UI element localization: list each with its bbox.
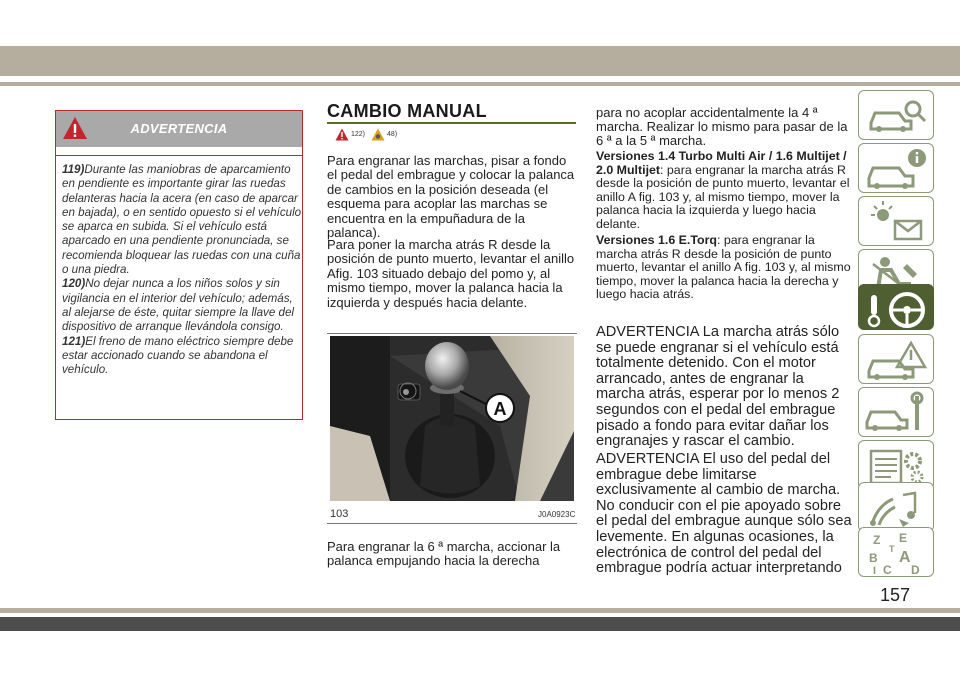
multimedia-icon: [859, 483, 935, 533]
warning-item-text: Durante las maniobras de aparcamiento en pendiente es importante girar las ruedas delanteras hacia la acera (en caso de aparcar en bajada), o en sentido opuesto si el vehículo se aparca en subida. Si el vehículo está aparcado en una pendiente pronunciada, se recomienda bloquear las ruedas con una cuña o una piedra.: [62, 163, 302, 277]
warning-divider: [56, 155, 302, 156]
index-letter: D: [911, 563, 920, 577]
page-number: 157: [880, 585, 911, 605]
tab-index[interactable]: [858, 527, 934, 577]
paragraph: [596, 106, 854, 148]
paragraph: [596, 150, 854, 232]
car-info-icon: [859, 144, 935, 194]
index-letter: A: [899, 549, 911, 566]
paragraph-text: Para engranar las marchas, pisar a fondo el pedal del embrague y colocar la palanca de cambios en la posición deseada (el esquema para acoplar las marchas se encuentra en la empuñadura de la palanca).: [327, 153, 575, 241]
figure-number: 103: [330, 508, 349, 520]
index-letter: T: [889, 544, 895, 554]
paragraph-text: Para engranar la 6 ª marcha, accionar la palanca empujando hacia la derecha: [327, 539, 561, 569]
index-letter: C: [883, 563, 892, 577]
tab-steering-wheel[interactable]: [858, 284, 934, 330]
index-letter: I: [873, 565, 877, 577]
version-label: Versiones 1.4 Turbo Multi Air / 1.6 Multijet / 2.0 Multijet: [596, 149, 847, 177]
footer-rule: [0, 608, 960, 613]
tab-multimedia[interactable]: [858, 482, 934, 532]
callout-label: A: [493, 399, 507, 419]
gear-lever-figure: [330, 336, 574, 501]
tab-car-search[interactable]: [858, 90, 934, 140]
warning-ref[interactable]: 122): [351, 131, 366, 138]
version-label: Versiones 1.6 E.Torq: [596, 233, 717, 247]
warning-title: ADVERTENCIA: [130, 121, 228, 136]
caution-ref[interactable]: 48): [387, 131, 398, 138]
tab-car-info[interactable]: [858, 143, 934, 193]
warning-box: [55, 110, 303, 420]
paragraph-text: para no acoplar accidentalmente la 4 ª marcha. Realizar lo mismo para pasar de la 6 ª a la 5 ª marcha.: [596, 105, 848, 148]
paragraph-text: : para engranar la marcha atrás R desde la posición de punto muerto, levantar el anillo A fig. 103 y, al mismo tiempo, mover la palanca hacia la izquierda y luego hacia delante.: [596, 162, 850, 231]
warning-item: [62, 335, 302, 378]
paragraph: [596, 234, 854, 302]
caution-ref-icon: [371, 128, 385, 141]
paragraph-text: ADVERTENCIA La marcha atrás sólo se puede engranar si el vehículo está totalmente detenido. Con el motor arrancado, antes de engranar la marcha atrás, esperar por lo menos 2 segundos con el pedal del embrague pisado a fondo para evitar dañar los engranajes y rascar el cambio.: [596, 324, 840, 450]
paragraph-text: ADVERTENCIA El uso del pedal del embrague debe limitarse exclusivamente al cambio de marcha. No conducir con el pie apoyado sobre el pedal del embrague aunque sólo sea levemente. En algunas ocasiones, la electrónica de control del pedal del embrague podría actuar interpretando: [596, 451, 852, 577]
figure-top-rule: [327, 333, 577, 334]
index-letter: E: [899, 531, 908, 545]
warning-item: [62, 277, 302, 334]
paragraph: [327, 540, 577, 569]
warning-header: [56, 111, 302, 147]
index-icon: [859, 528, 935, 578]
car-search-icon: [859, 91, 935, 141]
steering-wheel-icon: [859, 285, 935, 335]
warning-item: [62, 163, 302, 277]
warning-item-number: 120): [62, 277, 86, 291]
header-band: [0, 46, 960, 76]
advertencia-note: [596, 325, 854, 450]
paragraph-text: Para poner la marcha atrás R desde la posición de punto muerto, levantar el anillo Afig. 103 situado debajo del pomo y, al mismo tiempo, mover la palanca hacia la izquierda y después hacia delante.: [327, 237, 575, 310]
warning-item-text: No dejar nunca a los niños solos y sin vigilancia en el interior del vehículo; además, al alejarse de éste, quitar siempre la llave del dispositivo de arranque llevándola consigo.: [62, 277, 294, 334]
advertencia-note: [596, 452, 854, 577]
header-rule: [0, 82, 960, 86]
warning-lights-icon: [859, 197, 935, 247]
paragraph: [327, 238, 577, 310]
warning-ref-icon: [335, 128, 349, 141]
paragraph: [327, 154, 577, 240]
car-emergency-icon: [859, 335, 935, 385]
warning-item-text: El freno de mano eléctrico siempre debe estar accionado cuando se abandona el vehículo.: [62, 334, 294, 377]
tab-car-emergency[interactable]: [858, 334, 934, 384]
index-letter: B: [869, 551, 878, 565]
tab-warning-lights[interactable]: [858, 196, 934, 246]
warning-item-number: 121): [62, 334, 86, 348]
figure-code: J0A0923C: [538, 510, 576, 519]
paragraph-text: : para engranar la marcha atrás R desde la posición de punto muerto, levantar el anillo A fig. 103 y, al mismo tiempo, mover la palanca hacia la derecha y luego hacia atrás.: [596, 233, 851, 302]
car-maintenance-icon: [859, 388, 935, 438]
tab-car-maintenance[interactable]: [858, 387, 934, 437]
index-letter: Z: [873, 533, 881, 547]
section-title-rule: [327, 122, 576, 124]
figure-bottom-rule: [327, 523, 577, 524]
footer-band: [0, 617, 960, 631]
warning-text: [62, 163, 302, 377]
gear-lever-photo: [330, 336, 574, 501]
warning-item-number: 119): [62, 163, 85, 176]
section-title: CAMBIO MANUAL: [327, 101, 487, 121]
